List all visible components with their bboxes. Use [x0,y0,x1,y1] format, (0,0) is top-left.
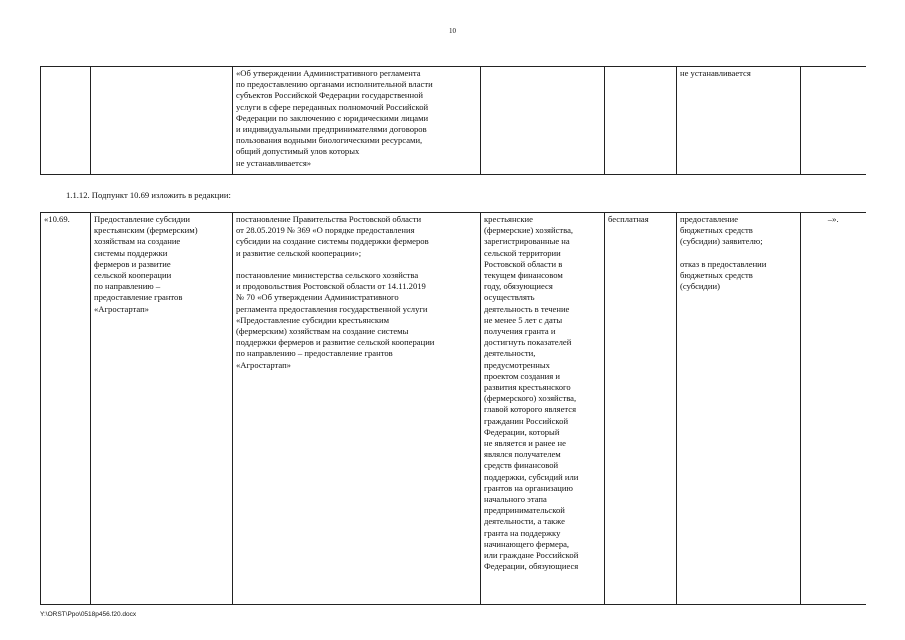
fee-cell: бесплатная [605,213,677,605]
fee-cell [605,67,677,175]
continuation-table [40,66,866,175]
note-cell [801,67,866,175]
note-cell: –». [801,213,866,605]
service-name-cell: Предоставление субсидии крестьянским (фермерским) хозяйствам на создание системы поддержки фермеров и развитие сельской кооперации по направлению – предоставление грантов «Агростартап» [91,213,233,605]
amendment-instruction: 1.1.12. Подпункт 10.69 изложить в редакции: [66,190,231,200]
file-path-footer: Y:\ORST\Ppo\0518p456.f20.docx [40,611,137,618]
amendment-table [40,212,866,605]
table-row [41,213,866,605]
result-cell: предоставление бюджетных средств (субсидии) заявителю; отказ в предоставлении бюджетных средств (субсидии) [677,213,801,605]
result-cell: не устанавливается [677,67,801,175]
applicants-cell [481,67,605,175]
legal-basis-cell: постановление Правительства Ростовской области от 28.05.2019 № 369 «О порядке предоставления субсидии на создание системы поддержки фермеров и развитие сельской кооперации»; постановление министерства сельского хозяйства и продовольствия Ростовской области от 14.11.2019 № 70 «Об утверждении Административного регламента предоставления государственной услуги «Предоставление субсидии крестьянским (фермерским) хозяйствам на создание системы поддержки фермеров и развитие сельской кооперации по направлению – предоставление грантов «Агростартап» [233,213,481,605]
legal-basis-cell: «Об утверждении Административного регламента по предоставлению органами исполнительной власти субъектов Российской Федерации государственной услуги в сфере переданных полномочий Российской Федерации по заключению с юридическими лицами и индивидуальными предпринимателями договоров пользования водными биологическими ресурсами, общий допустимый улов которых не устанавливается» [233,67,481,175]
page-number: 10 [449,27,456,35]
service-name-cell [91,67,233,175]
table-row [41,67,866,175]
applicants-cell: крестьянские (фермерские) хозяйства, зарегистрированные на сельской территории Ростовской области в текущем финансовом году, обязующиеся осуществлять деятельность в течение не менее 5 лет с даты получения гранта и достигнуть показателей деятельности, предусмотренных проектом создания и развития крестьянского (фермерского) хозяйства, главой которого является гражданин Российской Федерации, который не является и ранее не являлся получателем средств финансовой поддержки, субсидий или грантов на организацию начального этапа предпринимательской деятельности, а также гранта на поддержку начинающего фермера, или граждане Российской Федерации, обязующиеся [481,213,605,605]
number-cell [41,67,91,175]
number-cell: «10.69. [41,213,91,605]
